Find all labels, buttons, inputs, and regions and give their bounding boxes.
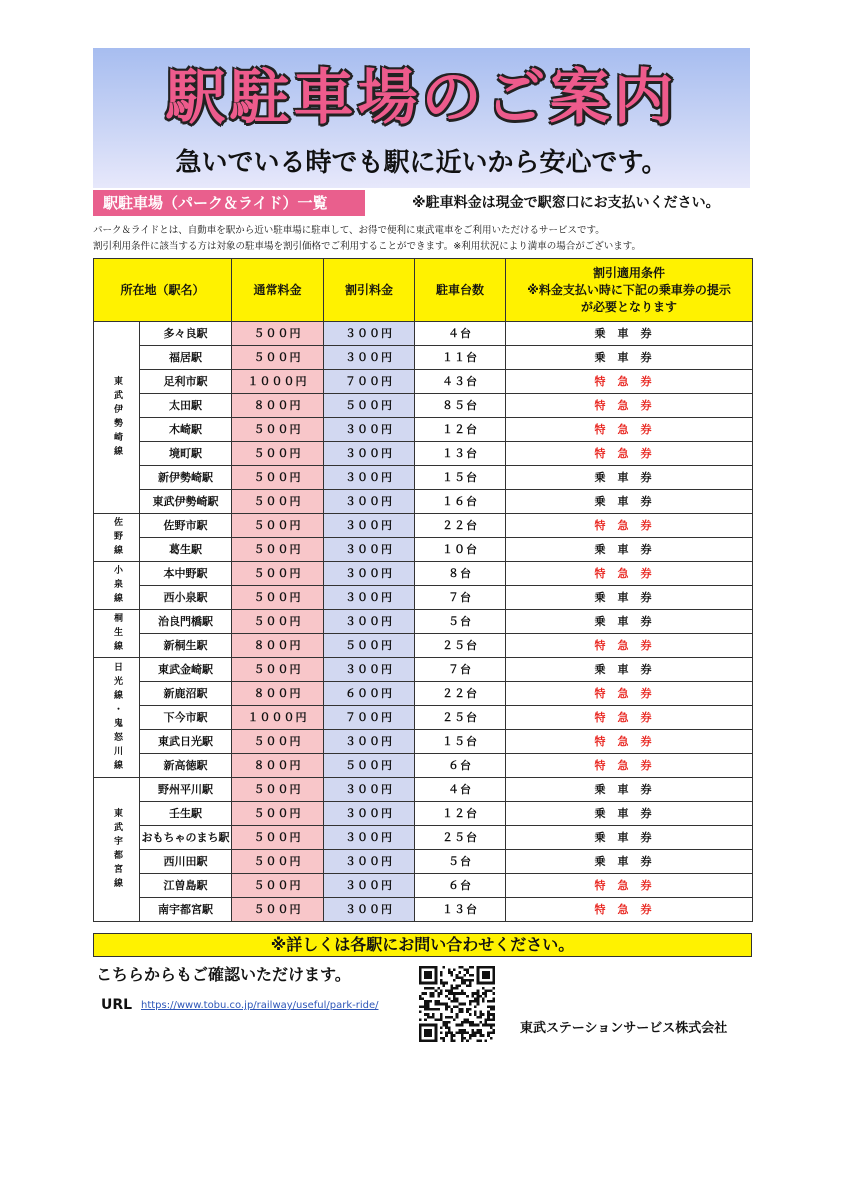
ticket-condition: 特急券 [506,370,753,394]
line-name-cell [94,514,140,562]
discount-fee: ５００円 [324,394,415,418]
discount-fee: ３００円 [324,658,415,682]
station-name: 西小泉駅 [140,586,232,610]
footer-note: ※詳しくは各駅にお問い合わせください。 [93,933,752,957]
regular-fee: ５００円 [232,826,324,850]
station-name: 西川田駅 [140,850,232,874]
regular-fee: ５００円 [232,490,324,514]
discount-fee: ３００円 [324,418,415,442]
table-row [94,538,753,562]
regular-fee: ８００円 [232,394,324,418]
table-row [94,610,753,634]
line-name: 佐野線 [112,516,122,559]
discount-fee: ３００円 [324,466,415,490]
line-name-cell [94,778,140,922]
parking-count: ５台 [415,850,506,874]
discount-fee: ３００円 [324,802,415,826]
parking-count: １２台 [415,418,506,442]
parking-count: ２２台 [415,682,506,706]
table-row [94,442,753,466]
station-name: 東武日光駅 [140,730,232,754]
parking-count: １３台 [415,898,506,922]
list-label: 駅駐車場（パーク＆ライド）一覧 [93,190,365,216]
table-row [94,370,753,394]
ticket-condition: 特急券 [506,682,753,706]
station-name: 境町駅 [140,442,232,466]
intro-line-1: パーク＆ライドとは、自動車を駅から近い駐車場に駐車して、お得で便利に東武電車をご利用いただけるサービスです。 [93,225,605,236]
discount-fee: ３００円 [324,514,415,538]
table-row [94,826,753,850]
parking-count: ７台 [415,586,506,610]
header-condition-1: 割引適用条件 [593,266,666,280]
line-name: 小泉線 [112,564,122,607]
line-name-wrap [94,376,139,460]
station-name: 南宇都宮駅 [140,898,232,922]
regular-fee: ５００円 [232,730,324,754]
station-name: 多々良駅 [140,322,232,346]
ticket-condition: 特急券 [506,754,753,778]
ticket-condition: 乗車券 [506,658,753,682]
line-name-wrap [94,613,139,655]
discount-fee: ３００円 [324,442,415,466]
line-name: 東武宇都宮線 [112,807,122,892]
table-row [94,514,753,538]
regular-fee: ５００円 [232,322,324,346]
table-row [94,850,753,874]
parking-count: ５台 [415,610,506,634]
regular-fee: ８００円 [232,634,324,658]
regular-fee: ５００円 [232,538,324,562]
discount-fee: ３００円 [324,874,415,898]
ticket-condition: 乗車券 [506,538,753,562]
parking-count: ２５台 [415,706,506,730]
discount-fee: ３００円 [324,610,415,634]
table-body [94,322,753,922]
ticket-condition: 特急券 [506,562,753,586]
table-row [94,778,753,802]
table-row [94,658,753,682]
regular-fee: ５００円 [232,586,324,610]
station-name: 新伊勢崎駅 [140,466,232,490]
parking-count: １０台 [415,538,506,562]
header-banner [93,48,750,188]
check-text: こちらからもご確認いただけます。 [96,965,351,984]
cash-note: ※駐車料金は現金で駅窓口にお支払いください。 [412,195,720,211]
table-row [94,754,753,778]
discount-fee: ３００円 [324,586,415,610]
ticket-condition: 特急券 [506,442,753,466]
parking-count: １１台 [415,346,506,370]
ticket-condition: 乗車券 [506,586,753,610]
line-name-wrap [94,517,139,559]
regular-fee: ５００円 [232,874,324,898]
ticket-condition: 乗車券 [506,826,753,850]
line-name: 日光線・鬼怒川線 [112,661,122,774]
table-row [94,706,753,730]
discount-fee: ３００円 [324,778,415,802]
station-name: 下今市駅 [140,706,232,730]
company-name: 東武ステーションサービス株式会社 [520,1021,728,1036]
parking-count: ４台 [415,778,506,802]
station-name: おもちゃのまち駅 [140,826,232,850]
table-row [94,898,753,922]
table-row [94,418,753,442]
regular-fee: ５００円 [232,610,324,634]
table-row [94,346,753,370]
discount-fee: ３００円 [324,538,415,562]
ticket-condition: 特急券 [506,418,753,442]
table-row [94,874,753,898]
ticket-condition: 乗車券 [506,850,753,874]
parking-count: ６台 [415,874,506,898]
station-name: 佐野市駅 [140,514,232,538]
regular-fee: ５００円 [232,850,324,874]
discount-fee: ３００円 [324,490,415,514]
station-name: 治良門橋駅 [140,610,232,634]
regular-fee: ５００円 [232,802,324,826]
header-regular: 通常料金 [232,259,324,322]
ticket-condition: 特急券 [506,634,753,658]
line-name-cell [94,610,140,658]
line-name-wrap [94,808,139,892]
parking-count: １５台 [415,466,506,490]
header-count: 駐車台数 [415,259,506,322]
regular-fee: ８００円 [232,754,324,778]
table-row [94,490,753,514]
table-row [94,802,753,826]
table-row [94,562,753,586]
url-link[interactable]: https://www.tobu.co.jp/railway/useful/park-ride/ [141,1000,379,1011]
table-row [94,466,753,490]
station-name: 太田駅 [140,394,232,418]
parking-count: ８５台 [415,394,506,418]
header-condition-3: が必要となります [581,300,678,314]
regular-fee: ５００円 [232,346,324,370]
table-row [94,394,753,418]
parking-count: １５台 [415,730,506,754]
regular-fee: ５００円 [232,466,324,490]
regular-fee: ５００円 [232,898,324,922]
qr-code-icon[interactable] [419,966,495,1042]
discount-fee: ３００円 [324,850,415,874]
station-name: 野州平川駅 [140,778,232,802]
regular-fee: ５００円 [232,514,324,538]
parking-table [93,258,753,922]
header-discount: 割引料金 [324,259,415,322]
discount-fee: ３００円 [324,346,415,370]
line-name-wrap [94,565,139,607]
regular-fee: ５００円 [232,418,324,442]
header-condition-2: ※料金支払い時に下記の乗車券の提示 [527,283,731,297]
parking-count: １３台 [415,442,506,466]
discount-fee: ３００円 [324,562,415,586]
table-row [94,730,753,754]
parking-count: ４台 [415,322,506,346]
parking-count: ７台 [415,658,506,682]
station-name: 新高徳駅 [140,754,232,778]
ticket-condition: 乗車券 [506,466,753,490]
parking-count: ２５台 [415,826,506,850]
regular-fee: ５００円 [232,562,324,586]
station-name: 江曽島駅 [140,874,232,898]
line-name-wrap [94,662,139,774]
table-header-row [94,259,753,322]
station-name: 木崎駅 [140,418,232,442]
discount-fee: ５００円 [324,754,415,778]
ticket-condition: 乗車券 [506,346,753,370]
ticket-condition: 乗車券 [506,802,753,826]
discount-fee: ３００円 [324,322,415,346]
ticket-condition: 特急券 [506,874,753,898]
station-name: 福居駅 [140,346,232,370]
line-name-cell [94,658,140,778]
ticket-condition: 乗車券 [506,490,753,514]
station-name: 東武伊勢崎駅 [140,490,232,514]
ticket-condition: 特急券 [506,394,753,418]
ticket-condition: 特急券 [506,730,753,754]
regular-fee: ５００円 [232,778,324,802]
ticket-condition: 乗車券 [506,322,753,346]
station-name: 新鹿沼駅 [140,682,232,706]
page-title: 駅駐車場のご案内 [165,63,678,133]
line-name-cell [94,322,140,514]
station-name: 新桐生駅 [140,634,232,658]
station-name: 足利市駅 [140,370,232,394]
ticket-condition: 乗車券 [506,610,753,634]
ticket-condition: 特急券 [506,706,753,730]
discount-fee: ３００円 [324,730,415,754]
regular-fee: ８００円 [232,682,324,706]
regular-fee: ５００円 [232,442,324,466]
parking-count: ８台 [415,562,506,586]
station-name: 東武金崎駅 [140,658,232,682]
station-name: 葛生駅 [140,538,232,562]
parking-count: ６台 [415,754,506,778]
ticket-condition: 乗車券 [506,778,753,802]
discount-fee: ５００円 [324,634,415,658]
discount-fee: ３００円 [324,826,415,850]
parking-count: １２台 [415,802,506,826]
station-name: 壬生駅 [140,802,232,826]
regular-fee: １０００円 [232,370,324,394]
regular-fee: １０００円 [232,706,324,730]
regular-fee: ５００円 [232,658,324,682]
table-row [94,682,753,706]
table-row [94,586,753,610]
ticket-condition: 特急券 [506,514,753,538]
header-condition [506,259,753,322]
intro-line-2: 割引利用条件に該当する方は対象の駐車場を割引価格でご利用することができます。※利用状況により満車の場合がございます。 [93,241,641,252]
parking-count: ２２台 [415,514,506,538]
parking-count: ４３台 [415,370,506,394]
url-label: URL [101,997,133,1013]
parking-count: ２５台 [415,634,506,658]
line-name: 桐生線 [112,612,122,655]
table-row [94,634,753,658]
parking-count: １６台 [415,490,506,514]
line-name-cell [94,562,140,610]
table-row [94,322,753,346]
ticket-condition: 特急券 [506,898,753,922]
station-name: 本中野駅 [140,562,232,586]
line-name: 東武伊勢崎線 [112,375,122,460]
header-location: 所在地（駅名） [94,259,232,322]
discount-fee: ３００円 [324,898,415,922]
discount-fee: ７００円 [324,370,415,394]
discount-fee: ６００円 [324,682,415,706]
page-subtitle: 急いでいる時でも駅に近いから安心です。 [175,148,668,178]
discount-fee: ７００円 [324,706,415,730]
